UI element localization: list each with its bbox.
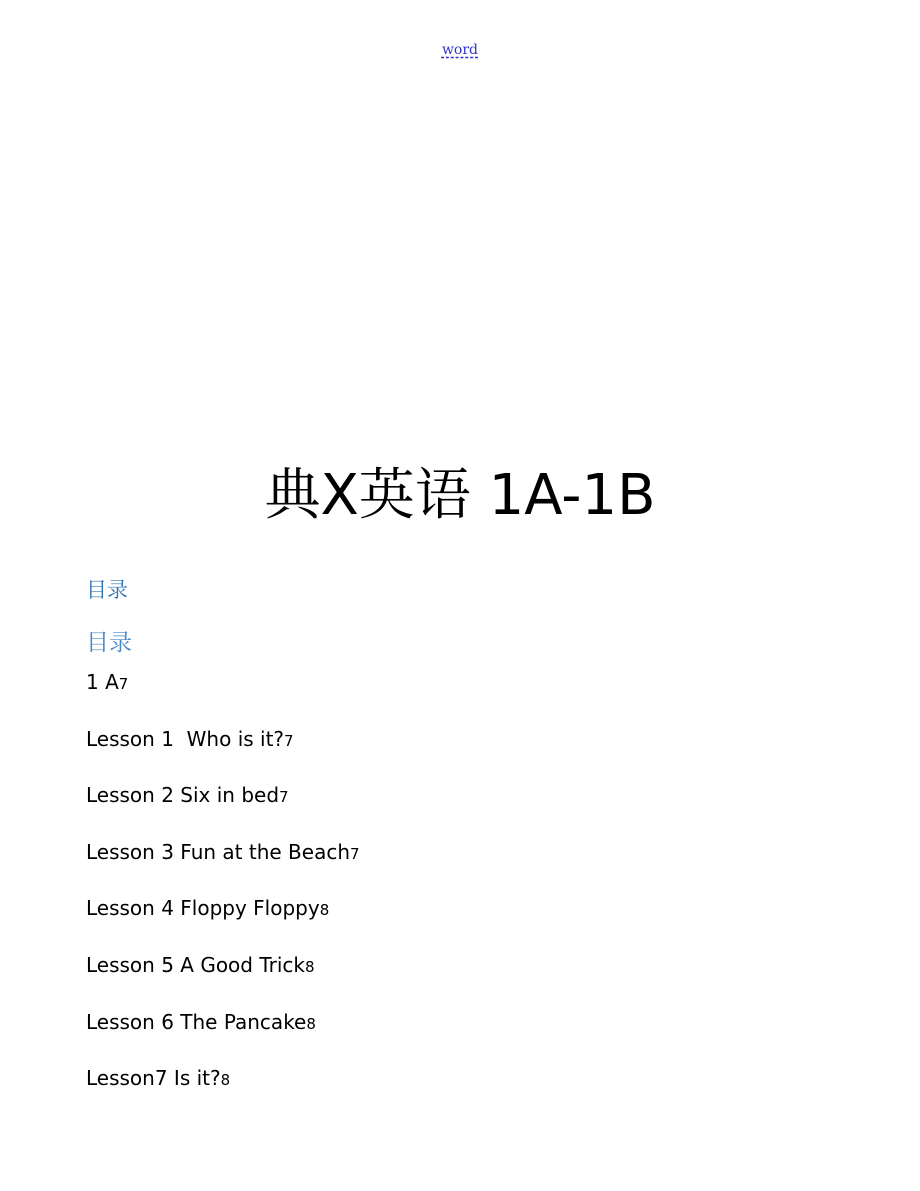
header-word-link[interactable]: word [441,42,479,58]
toc-entry-label: Lesson 5 A Good Trick [86,952,305,977]
toc-entry-page: 8 [220,1071,231,1090]
toc-entry-page: 7 [118,675,129,693]
toc-entry-lesson-4[interactable] [86,890,360,947]
toc-entry-label: Lesson 4 Floppy Floppy [86,896,320,921]
toc-entry-label: Lesson7 Is it? [86,1066,221,1091]
document-title: 典X英语 1A-1B [264,463,656,528]
header [0,40,920,60]
toc-entry-page: 7 [350,844,360,863]
toc-list [86,664,360,1117]
toc-entry-page: 8 [319,901,330,920]
toc-entry-label: Lesson 2 Six in bed [86,783,280,808]
toc-entry-lesson-5[interactable] [86,947,360,1004]
toc-entry-lesson-1[interactable] [86,721,360,778]
toc-heading: 目录 [86,578,128,602]
toc-subheading: 目录 [86,630,132,656]
toc-entry-page: 8 [306,1014,316,1033]
toc-entry-label: Lesson 1 Who is it? [86,726,285,751]
toc-entry-label: 1 A [86,670,119,694]
toc-entry-label: Lesson 3 Fun at the Beach [86,839,350,864]
toc-entry-label: Lesson 6 The Pancake [86,1009,307,1034]
toc-entry-page: 8 [304,957,315,976]
toc-entry-lesson-7[interactable] [86,1060,360,1117]
toc-entry-page: 7 [284,731,294,750]
toc-entry-lesson-6[interactable] [86,1004,360,1061]
toc-entry-page: 7 [279,788,289,807]
toc-entry-lesson-3[interactable] [86,834,360,891]
toc-entry-lesson-2[interactable] [86,777,360,834]
toc-entry-1a[interactable] [86,664,360,721]
